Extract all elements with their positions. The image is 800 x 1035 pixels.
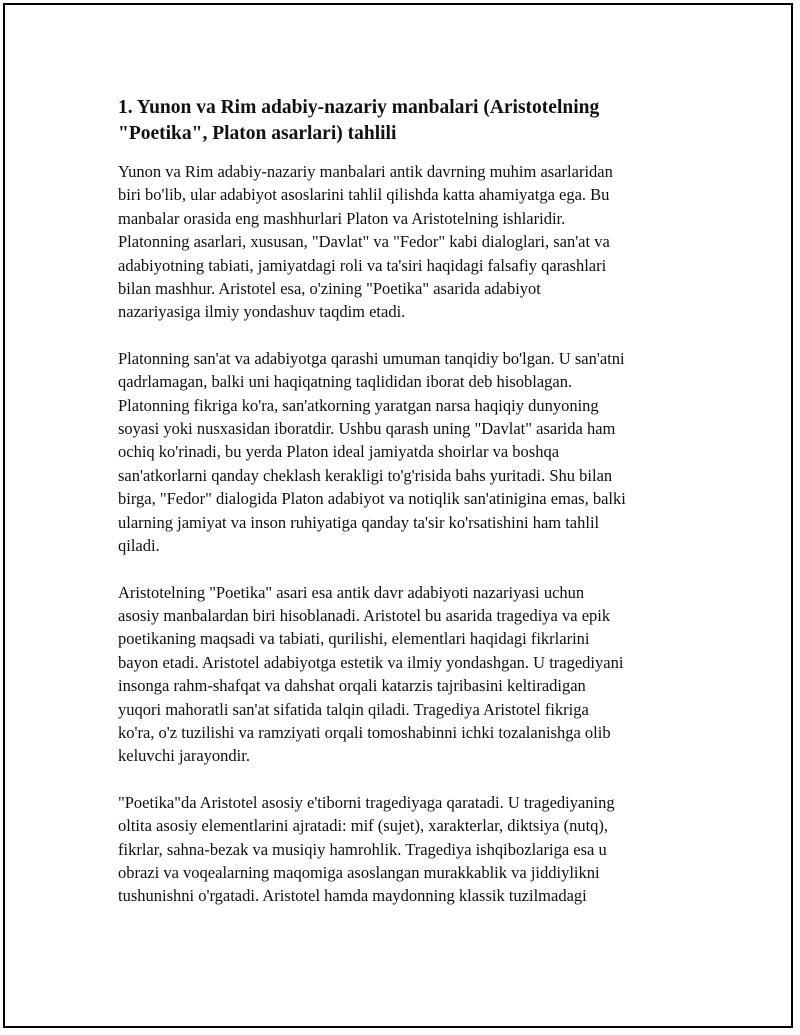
- text-line: yuqori mahoratli san'at sifatida talqin qiladi. Tragediya Aristotel fikriga: [118, 699, 589, 719]
- text-line: qiladi.: [118, 536, 160, 556]
- text-line: ularning jamiyat va inson ruhiyatiga qanday ta'sir ko'rsatishini ham tahlil: [118, 512, 600, 532]
- text-line: ochiq ko'rinadi, bu yerda Platon ideal jamiyatda shoirlar va boshqa: [118, 442, 560, 462]
- text-line: adabiyotning tabiati, jamiyatdagi roli va ta'siri haqidagi falsafiy qarashlari: [118, 255, 607, 275]
- text-line: bayon etadi. Aristotel adabiyotga estetik va ilmiy yondashgan. U tragediyani: [118, 652, 624, 672]
- text-line: "Poetika"da Aristotel asosiy e'tiborni tragediyaga qaratadi. U tragediyaning: [118, 792, 615, 812]
- text-line: soyasi yoki nusxasidan iboratdir. Ushbu qarash uning "Davlat" asarida ham: [118, 419, 616, 439]
- paragraph: [118, 160, 688, 324]
- paragraph: [118, 791, 688, 908]
- document-body: [118, 95, 688, 931]
- text-line: tushunishni o'rgatadi. Aristotel hamda maydonning klassik tuzilmadagi: [118, 886, 587, 906]
- text-line: obrazi va voqealarning maqomiga asoslangan murakkablik va jiddiylikni: [118, 862, 600, 882]
- text-line: poetikaning maqsadi va tabiati, qurilishi, elementlari haqidagi fikrlarini: [118, 629, 590, 649]
- text-line: birga, "Fedor" dialogida Platon adabiyot va notiqlik san'atinigina emas, balki: [118, 489, 626, 509]
- text-line: biri bo'lib, ular adabiyot asoslarini tahlil qilishda katta ahamiyatga ega. Bu: [118, 185, 610, 205]
- section-heading: [118, 95, 688, 147]
- text-line: Platonning san'at va adabiyotga qarashi umuman tanqidiy bo'lgan. U san'atni: [118, 348, 625, 368]
- text-line: nazariyasiga ilmiy yondashuv taqdim etadi.: [118, 302, 406, 322]
- text-line: san'atkorlarni qanday cheklash kerakligi to'g'risida bahs yuritadi. Shu bilan: [118, 465, 613, 485]
- text-line: Platonning fikriga ko'ra, san'atkorning yaratgan narsa haqiqiy dunyoning: [118, 395, 599, 415]
- text-line: fikrlar, sahna-bezak va musiqiy hamrohlik. Tragediya ishqibozlariga esa u: [118, 839, 607, 859]
- text-line: Platonning asarlari, xususan, "Davlat" va "Fedor" kabi dialoglari, san'at va: [118, 232, 610, 252]
- paragraph: [118, 581, 688, 768]
- text-line: qadrlamagan, balki uni haqiqatning taqlididan iborat deb hisoblagan.: [118, 372, 573, 392]
- text-line: Aristotelning "Poetika" asari esa antik davr adabiyoti nazariyasi uchun: [118, 582, 585, 602]
- paragraph: [118, 347, 688, 558]
- text-line: bilan mashhur. Aristotel esa, o'zining "Poetika" asarida adabiyot: [118, 279, 541, 299]
- heading-line: "Poetika", Platon asarlari) tahlili: [118, 123, 397, 144]
- text-line: ko'ra, o'z tuzilishi va ramziyati orqali tomoshabinni ichki tozalanishga olib: [118, 722, 611, 742]
- text-line: manbalar orasida eng mashhurlari Platon va Aristotelning ishlaridir.: [118, 208, 566, 228]
- text-line: asosiy manbalardan biri hisoblanadi. Aristotel bu asarida tragediya va epik: [118, 605, 611, 625]
- text-line: keluvchi jarayondir.: [118, 746, 250, 766]
- text-line: oltita asosiy elementlarini ajratadi: mif (sujet), xarakterlar, diktsiya (nutq),: [118, 816, 609, 836]
- heading-line: 1. Yunon va Rim adabiy-nazariy manbalari (Aristotelning: [118, 97, 600, 118]
- text-line: insonga rahm-shafqat va dahshat orqali katarzis tajribasini keltiradigan: [118, 676, 586, 696]
- text-line: Yunon va Rim adabiy-nazariy manbalari antik davrning muhim asarlaridan: [118, 162, 613, 181]
